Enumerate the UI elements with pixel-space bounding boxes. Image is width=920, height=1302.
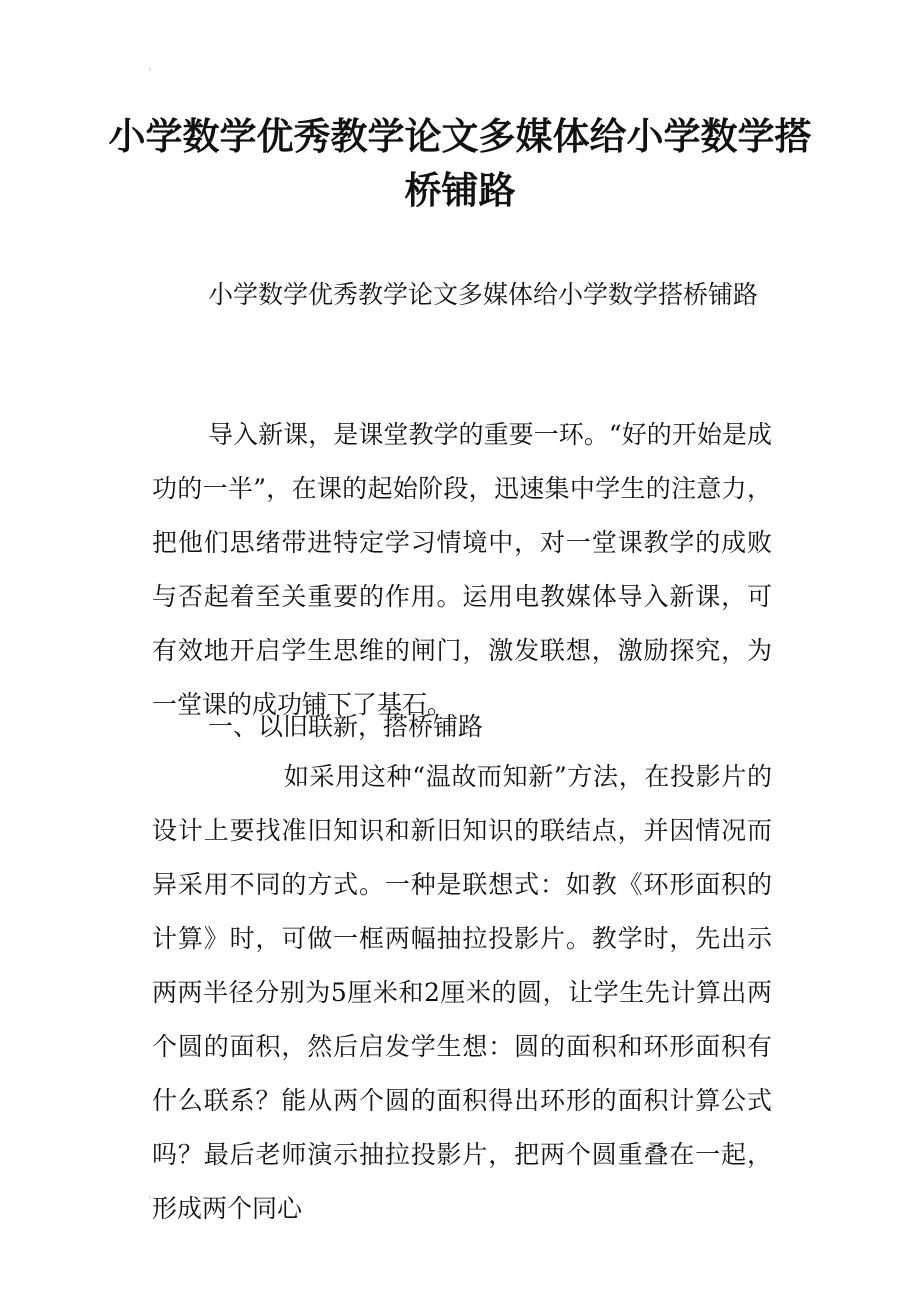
paragraph-intro: 导入新课，是课堂教学的重要一环。“好的开始是成功的一半”，在课的起始阶段，迅速集中学生的注意力，把他们思绪带进特定学习情境中，对一堂课教学的成败与否起着至关重要的作用。运用电教媒体导入新课，可有效地开启学生思维的闸门，激发联想，激励探究，为一堂课的成功铺下了基石。 — [152, 420, 772, 719]
section-heading: 一、以旧联新，搭桥铺路 — [208, 712, 484, 741]
corner-mark-icon: ' — [148, 1195, 151, 1206]
page-title: 小学数学优秀教学论文多媒体给小学数学搭桥铺路 — [108, 115, 812, 212]
document-subtitle: 小学数学优秀教学论文多媒体给小学数学搭桥铺路 — [208, 280, 759, 309]
corner-mark-icon: ' — [148, 67, 151, 78]
paragraph-method: 如采用这种“温故而知新”方法，在投影片的设计上要找准旧知识和新旧知识的联结点，并因情况而异采用不同的方式。一种是联想式：如教《环形面积的计算》时，可做一框两幅抽拉投影片。教学时，先出示两两半径分别为5厘米和2厘米的圆，让学生先计算出两个圆的面积，然后启发学生想：圆的面积和环形面积有什么联系？能从两个圆的面积得出环形的面积计算公式吗？最后老师演示抽拉投影片，把两个圆重叠在一起，形成两个同心 — [152, 762, 772, 1223]
